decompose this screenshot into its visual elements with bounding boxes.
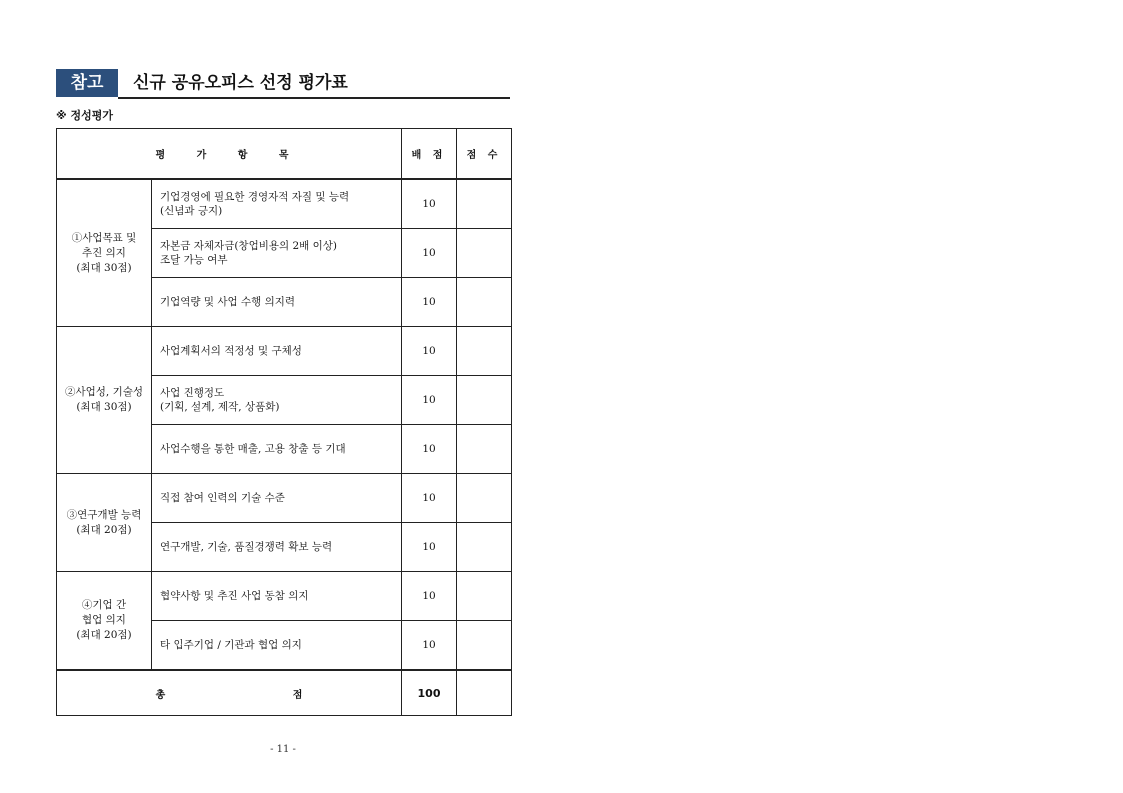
score-input-cell[interactable] [457, 376, 512, 425]
evaluation-table [56, 128, 512, 716]
category-cell: ①사업목표 및 추진 의지 (최대 30점) [57, 179, 152, 327]
reference-tag: 참고 [56, 69, 118, 97]
score-input-cell[interactable] [457, 474, 512, 523]
item-cell: 사업 진행정도 (기획, 설계, 제작, 상품화) [152, 376, 402, 425]
points-cell: 10 [402, 425, 457, 474]
item-cell: 사업수행을 통한 매출, 고용 창출 등 기대 [152, 425, 402, 474]
points-cell: 10 [402, 278, 457, 327]
score-input-cell[interactable] [457, 327, 512, 376]
total-score-input-cell[interactable] [457, 670, 512, 716]
table-row [57, 179, 512, 229]
table-row [57, 474, 512, 523]
score-input-cell[interactable] [457, 229, 512, 278]
page-header [56, 69, 510, 99]
table-row [57, 327, 512, 376]
item-cell: 타 입주기업 / 기관과 협업 의지 [152, 621, 402, 671]
points-cell: 10 [402, 179, 457, 229]
item-cell: 기업역량 및 사업 수행 의지력 [152, 278, 402, 327]
points-cell: 10 [402, 229, 457, 278]
item-cell: 협약사항 및 추진 사업 동참 의지 [152, 572, 402, 621]
score-input-cell[interactable] [457, 425, 512, 474]
item-cell: 사업계획서의 적정성 및 구체성 [152, 327, 402, 376]
score-input-cell[interactable] [457, 179, 512, 229]
section-label: ※ 정성평가 [56, 109, 114, 122]
item-cell: 직접 참여 인력의 기술 수준 [152, 474, 402, 523]
page-title: 신규 공유오피스 선정 평가표 [133, 73, 348, 93]
category-cell: ②사업성, 기술성 (최대 30점) [57, 327, 152, 474]
score-input-cell[interactable] [457, 621, 512, 671]
total-row [57, 670, 512, 716]
item-cell: 기업경영에 필요한 경영자적 자질 및 능력 (신념과 긍지) [152, 179, 402, 229]
points-cell: 10 [402, 523, 457, 572]
header-allocation: 배 점 [402, 129, 457, 180]
points-cell: 10 [402, 376, 457, 425]
score-input-cell[interactable] [457, 523, 512, 572]
points-cell: 10 [402, 621, 457, 671]
category-cell: ④기업 간 협업 의지 (최대 20점) [57, 572, 152, 671]
score-input-cell[interactable] [457, 278, 512, 327]
page-number: - 11 - [270, 744, 296, 755]
category-cell: ③연구개발 능력 (최대 20점) [57, 474, 152, 572]
points-cell: 10 [402, 474, 457, 523]
item-cell: 자본금 자체자금(창업비용의 2배 이상) 조달 가능 여부 [152, 229, 402, 278]
score-input-cell[interactable] [457, 572, 512, 621]
total-points: 100 [402, 670, 457, 716]
title-underline [118, 97, 510, 99]
points-cell: 10 [402, 572, 457, 621]
item-cell: 연구개발, 기술, 품질경쟁력 확보 능력 [152, 523, 402, 572]
total-label: 총 점 [57, 670, 402, 716]
table-row [57, 572, 512, 621]
table-header-row [57, 129, 512, 180]
points-cell: 10 [402, 327, 457, 376]
header-items: 평 가 항 목 [57, 129, 402, 180]
header-score: 점 수 [457, 129, 512, 180]
